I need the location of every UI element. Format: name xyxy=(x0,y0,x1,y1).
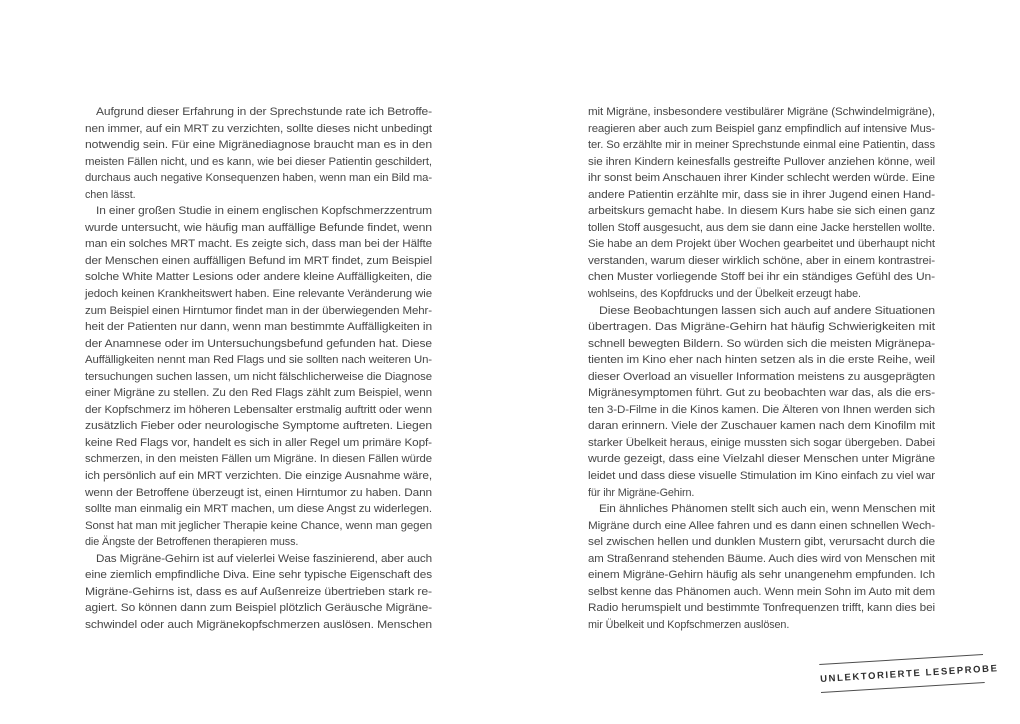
text-line: Diese Beobachtungen lassen sich auch auf andere Situationen xyxy=(599,304,935,317)
text-line: Migräne-Gehirns ist, dass es auf Außenreize übertrieben stark re- xyxy=(85,585,433,598)
text-line: reagieren aber auch zum Beispiel ganz empfindlich auf intensive Mus- xyxy=(588,122,935,135)
text-line: starker Übelkeit heraus, einige mussten sich sogar übergeben. Dabei xyxy=(588,436,936,449)
text-line: durchaus auch negative Konsequenzen haben, wenn man ein Bild ma- xyxy=(85,172,432,185)
text-line: ter. So erzählte mir in meiner Sprechstunde einmal eine Patientin, dass xyxy=(588,139,935,152)
text-line: Aufgrund dieser Erfahrung in der Sprechstunde rate ich Betroffe- xyxy=(96,106,432,118)
text-line: notwendig sein. Für eine Migränediagnose braucht man es in den xyxy=(85,139,433,152)
text-line: mir Übelkeit und Kopfschmerzen auslösen. xyxy=(588,618,790,631)
text-line: zum Beispiel einen Hirntumor findet man in der überwiegenden Mehr- xyxy=(85,304,432,317)
text-line: schwindel oder auch Migränekopfschmerzen auslösen. Menschen xyxy=(85,618,433,631)
text-line: Migränesymptomen führt. Gut zu beobachten war das, als die ers- xyxy=(588,387,936,400)
text-line: ten 3-D-Filme in die Kinos kamen. Die Älteren von Ihnen werden sich xyxy=(588,403,936,416)
text-line: tienten im Kino eher nach hinten setzen als in die erste Reihe, weil xyxy=(588,354,936,367)
text-line: wurde gezeigt, dass eine Vielzahl dieser Menschen unter Migräne xyxy=(588,453,936,466)
text-line: leidet und dass diese visuelle Stimulation im Kino einfach zu viel war xyxy=(588,470,936,483)
text-line: sel zwischen hellen und dunklen Mustern gibt, verursacht durch die xyxy=(588,536,935,549)
text-line: eine ziemlich empfindliche Diva. Eine sehr typische Eigenschaft des xyxy=(85,569,432,582)
text-line: tersuchungen suchen lassen, um nicht fälschlicherweise die Diagnose xyxy=(85,370,433,383)
text-line: Sie habe an dem Projekt über Wochen gearbeitet und überhaupt nicht xyxy=(588,238,936,251)
text-line: ihr sonst beim Anschauen ihrer Kinder schlecht werden würde. Eine xyxy=(588,172,936,185)
text-line: dieser Overload an visueller Information meistens zu ausgeprägten xyxy=(588,370,936,383)
text-line: Sonst hat man mit jeglicher Therapie keine Chance, wenn man gegen xyxy=(85,519,432,532)
text-line: Das Migräne-Gehirn ist auf vielerlei Weise faszinierend, aber auch xyxy=(96,552,433,565)
text-line: Migräne durch eine Allee fahren und es dann einen schnellen Wech- xyxy=(588,519,936,532)
text-line: einem Migräne-Gehirn häufig als sehr unangenehm empfunden. Ich xyxy=(588,569,935,582)
text-line: daran erinnern. Viele der Zuschauer kamen nach dem Kinofilm mit xyxy=(588,420,935,433)
text-line: Radio herumspielt und bestimmte Tonfrequenzen trifft, kann dies bei xyxy=(588,602,936,615)
text-line: wohlseins, des Kopfdrucks und der Übelkeit erzeugt habe. xyxy=(588,288,861,301)
text-line: am Straßenrand stehenden Bäume. Auch dies wird von Menschen mit xyxy=(588,552,935,565)
text-line: der Anamnese oder im Untersuchungsbefund gefunden hat. Diese xyxy=(85,337,432,350)
text-line: ich persönlich auf ein MRT verzichten. Die einzige Ausnahme wäre, xyxy=(85,470,433,483)
text-column-left xyxy=(85,104,432,634)
text-line: Auffälligkeiten nennt man Red Flags und sie sollten nach weiteren Un- xyxy=(85,354,433,367)
text-line: Ein ähnliches Phänomen stellt sich auch ein, wenn Menschen mit xyxy=(599,503,935,516)
proof-stamp-label: UNLEKTORIERTE LESEPROBE xyxy=(819,663,999,685)
text-line: übertragen. Das Migräne-Gehirn hat häufig Schwierigkeiten mit xyxy=(588,321,935,334)
text-line: solche White Matter Lesions oder andere kleine Auffälligkeiten, die xyxy=(85,271,432,284)
text-line: der Kopfschmerz im höheren Lebensalter erstmalig auftritt oder wenn xyxy=(85,403,433,416)
text-line: In einer großen Studie in einem englischen Kopfschmerzzentrum xyxy=(96,205,433,218)
text-line: agiert. So können dann zum Beispiel plötzlich Geräusche Migräne- xyxy=(85,602,432,615)
text-line: chen Muster vorliegende Stoff bei ihr ein ständiges Gefühl des Un- xyxy=(588,271,936,284)
text-line: nen immer, auf ein MRT zu verzichten, sollte dieses nicht unbedingt xyxy=(85,122,432,135)
text-column-right xyxy=(588,104,935,634)
text-line: chen lässt. xyxy=(85,188,136,201)
text-line: wurde untersucht, wie häufig man auffällige Befunde findet, wenn xyxy=(85,221,433,234)
text-line: wenn der Betroffene überzeugt ist, einen Hirntumor zu haben. Dann xyxy=(85,486,433,499)
text-line: die Ängste der Betroffenen therapieren muss. xyxy=(85,536,299,549)
text-line: einer Migräne zu stellen. Zu den Red Flags zählt zum Beispiel, wenn xyxy=(85,387,433,400)
text-line: heit der Patienten nur dann, wenn man bestimmte Auffälligkeiten in xyxy=(85,321,432,334)
text-line: zusätzlich Fieber oder neurologische Symptome auftreten. Liegen xyxy=(85,420,432,433)
text-line: verstanden, warum dieser wirklich schöne, aber in einem kontrastrei- xyxy=(588,254,935,267)
text-line: für ihr Migräne-Gehirn. xyxy=(588,486,695,499)
proof-stamp xyxy=(819,654,999,693)
text-line: sie ihren Kindern keinesfalls gestreifte Pullover anziehen könne, weil xyxy=(588,155,936,168)
text-line: man ein solches MRT macht. Es zeigte sich, dass man bei der Hälfte xyxy=(85,238,432,251)
text-line: mit Migräne, insbesondere vestibulärer Migräne (Schwindelmigräne), xyxy=(588,106,936,118)
text-line: schmerzen, in den meisten Fällen um Migräne. In diesen Fällen würde xyxy=(85,453,432,466)
text-line: meisten Fällen nicht, und es kann, wie bei dieser Patientin geschildert, xyxy=(85,155,432,168)
text-line: keine Red Flags vor, handelt es sich in aller Regel um primäre Kopf- xyxy=(85,436,432,449)
text-line: der Menschen einen auffälligen Befund im MRT findet, zum Beispiel xyxy=(85,254,433,267)
text-line: schnell bewegten Bildern. So würden sich die meisten Migränepa- xyxy=(588,337,936,350)
text-line: selbst kenne das Phänomen auch. Wenn mein Sohn im Auto mit dem xyxy=(588,585,936,598)
text-line: sollte man einmalig ein MRT machen, um diese Angst zu widerlegen. xyxy=(85,503,433,516)
text-line: andere Patientin erzählte mir, dass sie in ihrer Jugend einen Hand- xyxy=(588,188,935,201)
text-line: arbeitskurs gemacht habe. In diesem Kurs habe sie sich einen ganz xyxy=(588,205,936,218)
text-line: tollen Stoff ausgesucht, aus dem sie dann eine Jacke herstellen wollte. xyxy=(588,221,935,234)
text-line: jedoch keinen Krankheitswert haben. Eine relevante Veränderung wie xyxy=(85,288,433,301)
